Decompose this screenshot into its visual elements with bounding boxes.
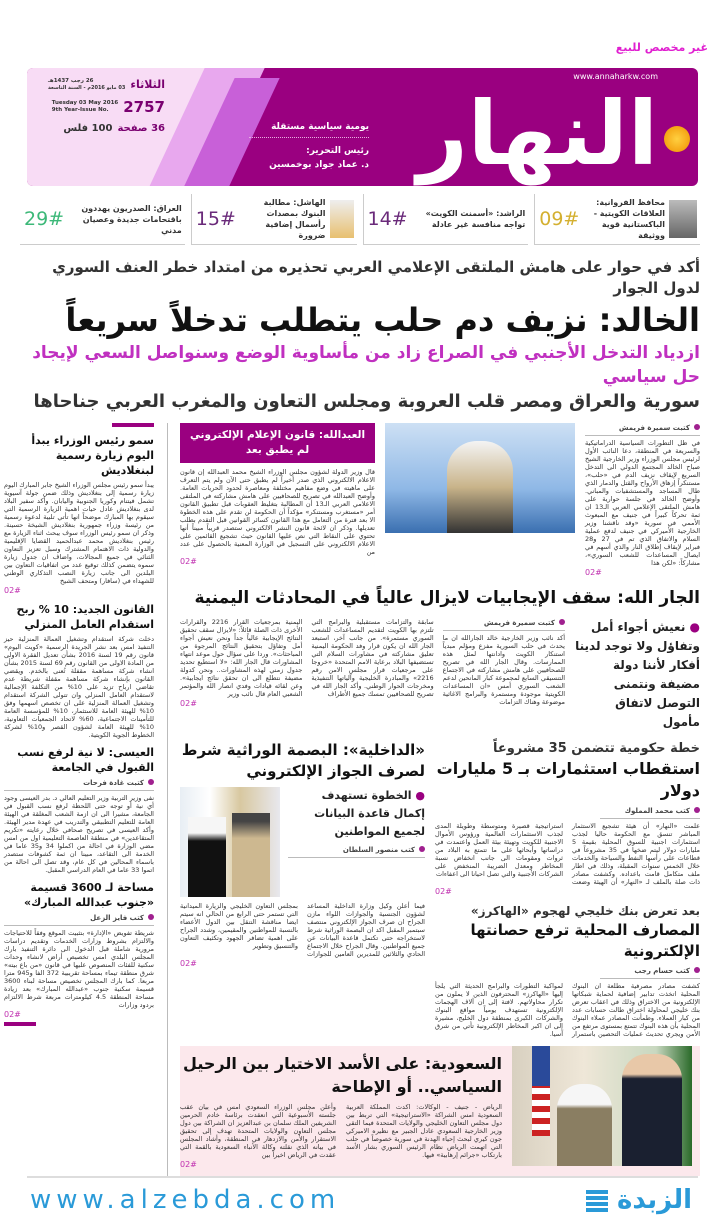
page-ref[interactable]: 02#: [180, 1160, 197, 1169]
website-url[interactable]: www.annaharkw.com: [573, 72, 658, 81]
speaker-figure: [447, 441, 513, 533]
teaser-text: [583, 197, 665, 241]
teaser-page-number: 14#: [367, 208, 408, 230]
sidebar-headline[interactable]: القانون الجديد: 10 % ربح استقدام العامل المنزلي: [16, 603, 154, 631]
sidebar-body: دخلت شركة استقدام وتشغيل العمالة المنزلية حيز التنفيذ امس بعد نشر الجريدة الرسمية «كويت اليوم» قانون رقم 19 لسنة 2016 بشأن تعديل الفقرة الاولى من المادة الاولى من القانون رقم 69 لسنة 2015 بشأن انشاء شركة مساهمة مقفلة تُعنى بالخدم. ويقضي القانون بإنشاء شركة مساهمة مقفلة شريطة عدم تقاضي ارباح تزيد على 10% من التكلفة الإجمالية لاستقدام العامل المنزلي وان تتولى الشركة استقدام وتشغيل العمالة المنزلية على ان تخصص اسهمها وفق 10% للهيئة العامة للاستثمار، 10% للمؤسسة العامة للتأمينات الاجتماعية، 60% لاتحاد الجمعيات التعاونية، 10% للهيئة العامة لشؤون القصر و10% لشركة الخطوط الجوية الكويتية.: [4, 635, 155, 739]
yemen-body: اليمنية بمرجعيات القرار 2216 والقرارات الأخرى ذات الصلة قائلاً: «لايزال سقف تحقيق النتائج الإيجابية عالياً جداً ونحن نعيش أجواء أمل وتفاؤل بتحقيق النتائج المرجوة من المباحثات». وردا على سؤال حول موعد انتهاء المشاورات قال الجار الله: «لا استطيع تحديد جدول زمني لهذه المشاورات.. ونحن كدولة مضيفة نتطلع الى ان تحقق نتائج ايجابية». وعن لقائه قيادات وفدي انصار الله والمؤتمر الشعبي العام قال نائب وزير: [180, 618, 303, 698]
lead-kicker: أكد في حوار على هامش الملتقى الإعلامي العربي تحذيره من امتداد خطر العنف السوري لدول الجوار: [52, 258, 700, 297]
yemen-body: أكد نائب وزير الخارجية خالد الجارالله ان ما يحدث في حلب السورية مفزع ومؤلم مبدياً استنكار الكويت وادانتها لمثل هذه الممارسات. وقال الجار الله في تصريح للصحافيين على هامش مشاركته في الاجتماع التنسيقي السابع لمجموعة كبار المانحين لدعم الشعب السوري أمس «ان المساعدات الكويتية موجودة ومستمرة والبرامج الاغاثية موضوعة وهناك التزامات: [442, 634, 565, 706]
banks-byline: كتب حسام رجب: [600, 966, 700, 979]
price-row: [33, 122, 165, 135]
saudi-body-columns: [180, 1103, 502, 1170]
passport-quote: [288, 787, 425, 841]
teaser-text: [68, 203, 182, 236]
teaser-text: [240, 197, 326, 241]
teaser-farwaniya[interactable]: [534, 194, 700, 245]
sidebar-headline[interactable]: مساحة لـ 3600 قسيمة «جنوب عبدالله المبارك»: [24, 881, 154, 909]
investment-body: علمت «النهار» أن هيئة تشجيع الاستثمار المباشر تنسق مع الحكومة حاليا لجذب استثمارات اجنبية للسوق المحلية بقيمة 5 مليارات دولار ليتم ضخها في 35 مشروعاً في قطاعات على رأسها النفط والسياحة والخدمات خلال الخمس سنوات المقبلة، وذلك في اطار ملف متكامل قامت باعداده. وكشفت مصادر ذات صلة بالملف لـ «النهار» أن الهيئة وضعت استراتيجية قصيرة ومتوسطة وطويلة المدى لجذب الاستثمارات العالمية ورؤوس الأموال الاجنبية للكويت وتهيئة بيئة العمل واعتمدت في دراساتها وأبحاثها على ما تتمتع به البلاد من ثروات ومقومات الى جانب انخفاض نسبة المخاطر ومعدل الضريبة المنخفض على الشركات الأجنبية والتي تصل احيانا الى اعفاءات: [435, 822, 700, 886]
saudi-headline[interactable]: السعودية: على الأسد الاختيار بين الرحيل السياسي.. أو الإطاحة: [183, 1054, 502, 1096]
date-lines: [48, 78, 125, 92]
page-ref[interactable]: 02#: [585, 568, 602, 577]
passport-headline[interactable]: «الداخلية»: البصمة الوراثية شرط لصرف الجواز الإلكتروني: [181, 741, 425, 780]
saudi-body: الرياض - جنيف - الوكالات: اكدت المملكة العربية السعودية امس الشراكة «الاستراتيجية» التي تربط بين دول مجلس التعاون الخليجي والولايات المتحدة فيما التقى وزير الخارجية السعودي عادل الجبير مع نظيره الاميركي جون كيري لبحث إحياء الهدنة في سورية خصوصاً في حلب التي اتهمت الرياض نظام الرئيس السوري بشار الأسد بارتكاب «جرائم إرهابية» فيها.: [346, 1103, 502, 1159]
footer: [0, 1176, 720, 1220]
saudi-photo: [512, 1046, 692, 1166]
sidebar-headline[interactable]: سمو رئيس الوزراء يبدأ اليوم زيارة رسمية لبنغلاديش: [31, 434, 154, 477]
teaser-photo: [669, 200, 697, 238]
yemen-article: [180, 618, 565, 709]
newspaper-logo: النهار: [417, 82, 658, 185]
sidebar-accent-bar: [4, 1022, 36, 1026]
kerry-figure: [622, 1054, 682, 1166]
footer-url[interactable]: www.alzebda.com: [30, 1185, 341, 1215]
teaser-hashel[interactable]: [191, 194, 357, 245]
gregorian-date: 03 مايو 2016م - السنة التاسعة: [48, 85, 126, 91]
sidebar-body: نفى وزير التربية وزير التعليم العالي د. بدر العيسى وجود أي نية أو توجه حتى اللحظة لرفع نسب القبول في الجامعة، مشيرا الى ان ازمة الشعب المغلقة في الهيئة العامة للتعليم التطبيقي والتدريب في عهدة مدير الهيئة. وأكد العيسى في تصريح صحافي خلال رعايته «تكريم المتقاعدين» في منطقة العاصمة التعليمية اول من امس مضي الوزارة في احالة من اكملوا 34 و35 عاما في الخدمة الى التقاعد، مبينا ان ثمة كشوفات ستصدر باسماء المحالين في كل عام، وقد تصل الى احالة من اتموا 33 عاما في العام الدراسي المقبل.: [4, 794, 154, 874]
content-columns: [4, 423, 700, 1176]
masthead-info: [249, 120, 369, 172]
english-lines: [52, 100, 118, 114]
lead-subhead-magenta: ازدياد التدخل الأجنبي في الصراع زاد من مأساوية الوضع وسنواصل السعي لإيجاد حل سياسي: [32, 343, 700, 387]
sidebar: [4, 423, 154, 1176]
media-law-article: [180, 423, 375, 567]
media-law-body: قال وزير الدولة لشؤون مجلس الوزراء الشيخ محمد العبدالله إن قانون الاعلام الالكتروني الذي صدر أخيراً لم يطبق حتى الآن ولم يتم التعرف على ماهيته في وضع مفاهيم مختلفة ومعاصرة لحدود الحريات العامة. وأوضح العبدالله في تصريح للصحافيين على هامش مشاركته في الملتقى الاعلامي العربي الـ13 أن المطالبة بتغليظ العقوبات قبل تطبيق القانون أمر «مستغرب ومستنكر» مؤكداً أن الحكومة لن تقدم على هذه الخطوة الا بعد فترة من التعامل مع هذا القانون كسائر القوانين قبل التقدم بطلب تعديلها. وذكر ان لائحة قانون النشر الالكتروني ستصدر قريباً مبيناً أنها تحتوي على النقاط التي نص عليها القانون حيث تشجيع القائمين على الاعلام الالكتروني على التسجيل في الوزارة المعنية بالحصول على عدد من: [180, 468, 375, 556]
yemen-headline[interactable]: الجار الله: سقف الإيجابيات لايزال عالياً في المحادثات اليمنية: [194, 588, 700, 608]
passport-photo: [180, 787, 280, 897]
passport-quote-text: الخطوة تستهدف إكمال قاعدة البيانات لجميع المواطنين: [314, 789, 425, 838]
investment-headline[interactable]: استقطاب استثمارات بـ 5 مليارات دولار: [436, 759, 700, 800]
yemen-quote: [575, 618, 700, 732]
teaser-iraq[interactable]: [20, 194, 185, 245]
bullet-icon: ●: [411, 789, 425, 802]
passport-body: فيما أعلن وكيل وزارة الداخلية المساعد لشؤون الجنسية والجوازات اللواء مازن الجراح ان صرف الجواز الإلكتروني منتصف سبتمبر المقبل اكد ان البصمة الوراثية شرط لاستخراجه حتى تكتمل قاعدة البيانات عن جميع المواطنين. وقال الجراح خلال الاجتماع الحادي والثلاثين للمديرين العامين للجوازات بمجلس التعاون الخليجي والزيارة الميدانية التي تستمر حتى الرابع من الحالي انه سيتم ايضا مناقشة التنقل بين الدول الأعضاء بالنسبة للمواطنين والمقيمين، وشدد الجراح على اهمية تضافر الجهود وتكثيف التعاون والتنسيق وتطوير: [180, 902, 425, 958]
teaser-line: تواجه منافسة غير عادلة: [431, 220, 526, 229]
hijri-date: 26 رجب 1437هـ: [48, 78, 94, 84]
sidebar-body: يبدأ سمو رئيس مجلس الوزراء الشيخ جابر المبارك اليوم زيارة رسمية إلى بنغلاديش وذلك ضمن جولة آسيوية تشمل فيتنام وكوريا الجنوبية واليابان. وأكد سفير البلاد لدى بنغلاديش عادل حيات اهمية الزيارة الرسمية التي سيقوم بها المبارك موضحاً انها تأتي تلبية لدعوة رسمية من رئيسة وزراء جمهورية بنغلاديش الشيخة حسينة. وذكر ان سمو رئيس الوزراء سوف يبحث اثناء الزيارة مع رئيس بنغلاديش محمد عبدالحميد القضايا الإقليمية والدولية ذات الاهتمام المشترك وسبل تعزيز التعاون الثنائي في جميع المجالات، واضاف ان جدول زيارة سموه يتضمن كذلك توقيع عدد من اتفاقيات التعاون بين البلدين الى جانب زيارة النصب التذكاري الوطني للشهداء في (سافار) ومتحف الشيخ: [4, 481, 154, 585]
teaser-line: محافظ الفروانية: العلاقات الكويتية -: [593, 198, 665, 218]
sidebar-headline[interactable]: العيسى: لا نية لرفع نسب القبول في الجامعة: [17, 746, 154, 774]
editor-name: د. عماد جواد بوخمسين: [269, 160, 369, 170]
teaser-photo: [330, 200, 354, 238]
investment-kicker: خطة حكومية تتضمن 35 مشروعاً: [492, 741, 700, 756]
investment-byline: كتب محمد المملوك: [600, 806, 700, 819]
sidebar-divider: [167, 423, 168, 1176]
sidebar-byline: كتبت غادة فرحات: [4, 778, 154, 791]
masthead: [27, 68, 698, 186]
banks-kicker: بعد تعرض بنك خليجي لهجوم «الهاكرز»: [470, 904, 700, 918]
teaser-line: الباكستانية قوية ووثيقة: [601, 220, 665, 240]
banks-headline[interactable]: المصارف المحلية ترفع حصانتها الإلكترونية: [470, 921, 700, 960]
lead-photo: [385, 423, 575, 533]
teaser-line: رأسمال إضافية ضرورة: [265, 220, 326, 240]
saudi-minister-figure: [557, 1084, 612, 1166]
business-stack: [435, 740, 700, 1038]
bullet-icon: ●: [685, 620, 700, 634]
yemen-quote-text: نعيش أجواء أمل وتفاؤل ولا توجد لدينا أفكار لأننا دولة مضيفة ونتمنى التوصل لاتفاق مأمول: [575, 620, 700, 729]
sidebar-accent-bar: [112, 423, 154, 427]
teaser-page-number: 15#: [195, 208, 236, 230]
alzebda-logo: [586, 1184, 692, 1216]
logo-sun-icon: [664, 126, 690, 152]
figure-in-thobe: [188, 817, 226, 897]
teaser-line: باقتحامات جديدة وعصيان مدني: [82, 214, 182, 235]
price: 100 فلس: [63, 123, 113, 134]
passport-top: [180, 787, 425, 897]
business-row: [180, 740, 700, 1038]
lead-header: [20, 257, 700, 415]
lead-body: في ظل التطورات السياسية الدراماتيكية والسريعة في المنطقة، دعا النائب الأول لرئيس مجلس الوزراء وزير الخارجية الشيخ صباح الخالد المجتمع الدولي الى التدخل السريع لإيقاف نزيف الدم في «حلب»، مستنكراً إزهاق الأرواح والقتل والدمار الذي طال المساجد والمستشفيات والمباني. وأوضح الخالد في جلسة حوارية على هامش الملتقى الإعلامي العربي الـ13 ان ثمة تحركاً كبيراً في جنيف مع المبعوث الأممي في سورية «وقد ناقشنا وزير الخارجية الأميركي في جنيف لدفع عملية السلام والاتفاق الذي تم في 27 و28 فبراير لإيقاف إطلاق النار والذي أسهم في ايصال المساعدات للشعب السوري»، مشاركاً: «لكن هذا: [585, 439, 700, 567]
passport-byline: كتب منصور السلطان: [288, 845, 425, 858]
page-ref[interactable]: 02#: [180, 557, 197, 566]
day-name: الثلاثاء: [130, 78, 165, 91]
saudi-article: [180, 1046, 502, 1170]
teaser-line: الراشد: «أسمنت الكويت»: [425, 209, 526, 218]
page-ref[interactable]: 02#: [180, 699, 197, 708]
not-for-sale-notice: غير مخصص للبيع: [615, 41, 708, 54]
page-ref[interactable]: 02#: [4, 586, 21, 595]
alzebda-logo-text: الزبدة: [617, 1185, 692, 1215]
lead-article: [585, 423, 700, 578]
banks-body: كشفت مصادر مصرفية مطلعة ان البنوك المحلية اتخذت تدابير إضافية لحماية شبكاتها الإلكترونية من الاختراق وذلك في اعقاب تعرض بنك خليجي لمحاولة اختراق طالت حسابات عدد من كبار العملاء. وطمأنت المصادر عملاء البنوك المحلية بأن هذه البنوك تتمتع بمستوى مرتفع من الأمن ويجري تحديث عمليات التحصين باستمرار لمواكبة التطورات والبرامج الحديثة التي يلجأ إليها «الهاكرز» المحترفون الذين لا يملون من تكرار محاولاتهم. لافتة إلى ان آلاف الهجمات الإلكترونية تستهدف يومياً مواقع البنوك والشركات الكبرى بمنطقة دول الخليج، مشيرة إلى ان اكبر المخاطر الإلكترونية تأتي من شرق آسيا.: [435, 982, 700, 1038]
footer-divider: [27, 1176, 698, 1178]
tagline: يومية سياسية مستقلة: [249, 120, 369, 138]
teaser-line: الهاشل: مطالبة البنوك بمصدات: [263, 198, 326, 218]
saudi-box: [180, 1046, 700, 1176]
lead-row: [180, 423, 700, 578]
passport-quote-block: [288, 787, 425, 861]
page-ref[interactable]: 02#: [4, 1010, 21, 1019]
english-date: Tuesday 03 May 2016: [51, 100, 119, 106]
issue-number: 2757: [123, 98, 165, 116]
teaser-text: [412, 208, 526, 230]
teaser-row: [20, 194, 700, 245]
teaser-line: العراق: الصدريون يهددون: [81, 203, 182, 213]
editor-title: رئيس التحرير:: [306, 146, 369, 156]
yemen-body: سابقة والتزامات مستقبلية والبرامج التي تلتزم بها الكويت لتقديم المساعدات للشعب السوري مستمرة». من جانب آخر، استبعد الجار الله ان يكون قرار وفد الحكومة اليمنية تعليق مشاركته في مشاورات السلام التي تستضيفها البلاد برعاية الامم المتحدة «خروجا على مرجعيات قرار مجلس الامن رقم 2216» والمبادرة الخليجية وآلياتها التنفيذية ومخرجات الحوار الوطني. وأكد الجار الله في تصريح للصحافيين تمسك جميع الأطراف: [311, 618, 434, 698]
page-ref[interactable]: 02#: [435, 887, 452, 896]
lead-headline[interactable]: الخالد: نزيف دم حلب يتطلب تدخلاً سريعاً: [65, 301, 700, 339]
english-issue: 9th Year-Issue No.: [51, 107, 109, 113]
date-panel: [33, 78, 165, 135]
us-flag-canton: [532, 1046, 550, 1086]
lead-byline: كتبت سميرة فريمش: [585, 423, 700, 436]
media-law-title[interactable]: العبدالله: قانون الإعلام الإلكتروني لم يطبق بعد: [180, 423, 375, 463]
sidebar-byline: كتب فايز الزعل: [4, 913, 154, 926]
teaser-page-number: 09#: [539, 208, 580, 230]
issue-row: [33, 98, 165, 116]
saudi-body: وأعلن مجلس الوزراء السعودي امس في بيان عقب جلسته الأسبوعية التي انعقدت برئاسة خادم الحرمين الشريفين الملك سلمان بن عبدالعزيز ان الشراكة بين دول مجلس التعاون والولايات المتحدة تهدف إلى تحقيق الاستقرار والأمن والازدهار في المنطقة، وأشاد المجلس في بيانه الذي نقلته وكالة الأنباء السعودية بالقمة التي عقدت في الرياض اخيراً بين: [180, 1103, 336, 1159]
sidebar-body: شريطة تفويض «الإدارة» بتثبيت الموقع وفقاً للاحتياجات والالتزام بشروط وزارات الخدمات وتقديم دراسات مرورية شاملة قبل الدخول الى دائرة التنفيذ بارك المجلس البلدي امس تخصيص أراض لانشاء وحدات سكنية للفئات المنصوص عليها في قانون «من باع بيته» شرق منطقة تيماء بمساحة تقريبية 372 الفا و945 مترا مربعا. كما بارك المجلس تخصيص مساحة لبناء 3600 قسيمة سكنية جنوب «عبدالله المبارك» بعد زيادة مساحة المنطقة 4.5 كيلومترات مربعة شرط الالتزام بردود وزارات: [4, 929, 154, 1009]
passport-article: [180, 740, 425, 969]
teaser-page-number: 29#: [24, 208, 65, 230]
yemen-row: [180, 618, 700, 732]
yemen-byline: كتبت سميرة فريمش: [443, 618, 565, 631]
menu-lines-icon: [586, 1190, 608, 1212]
page-ref[interactable]: 02#: [180, 959, 197, 968]
date-row: [33, 78, 165, 92]
teaser-rashed[interactable]: [363, 194, 529, 245]
main-column: [180, 423, 700, 1176]
officer-figure: [232, 813, 270, 897]
lead-subhead: سورية والعراق ومصر قلب العروبة ومجلس التعاون والمغرب العربي جناحاها: [33, 391, 700, 412]
page-count: 36 صفحة: [117, 123, 165, 134]
